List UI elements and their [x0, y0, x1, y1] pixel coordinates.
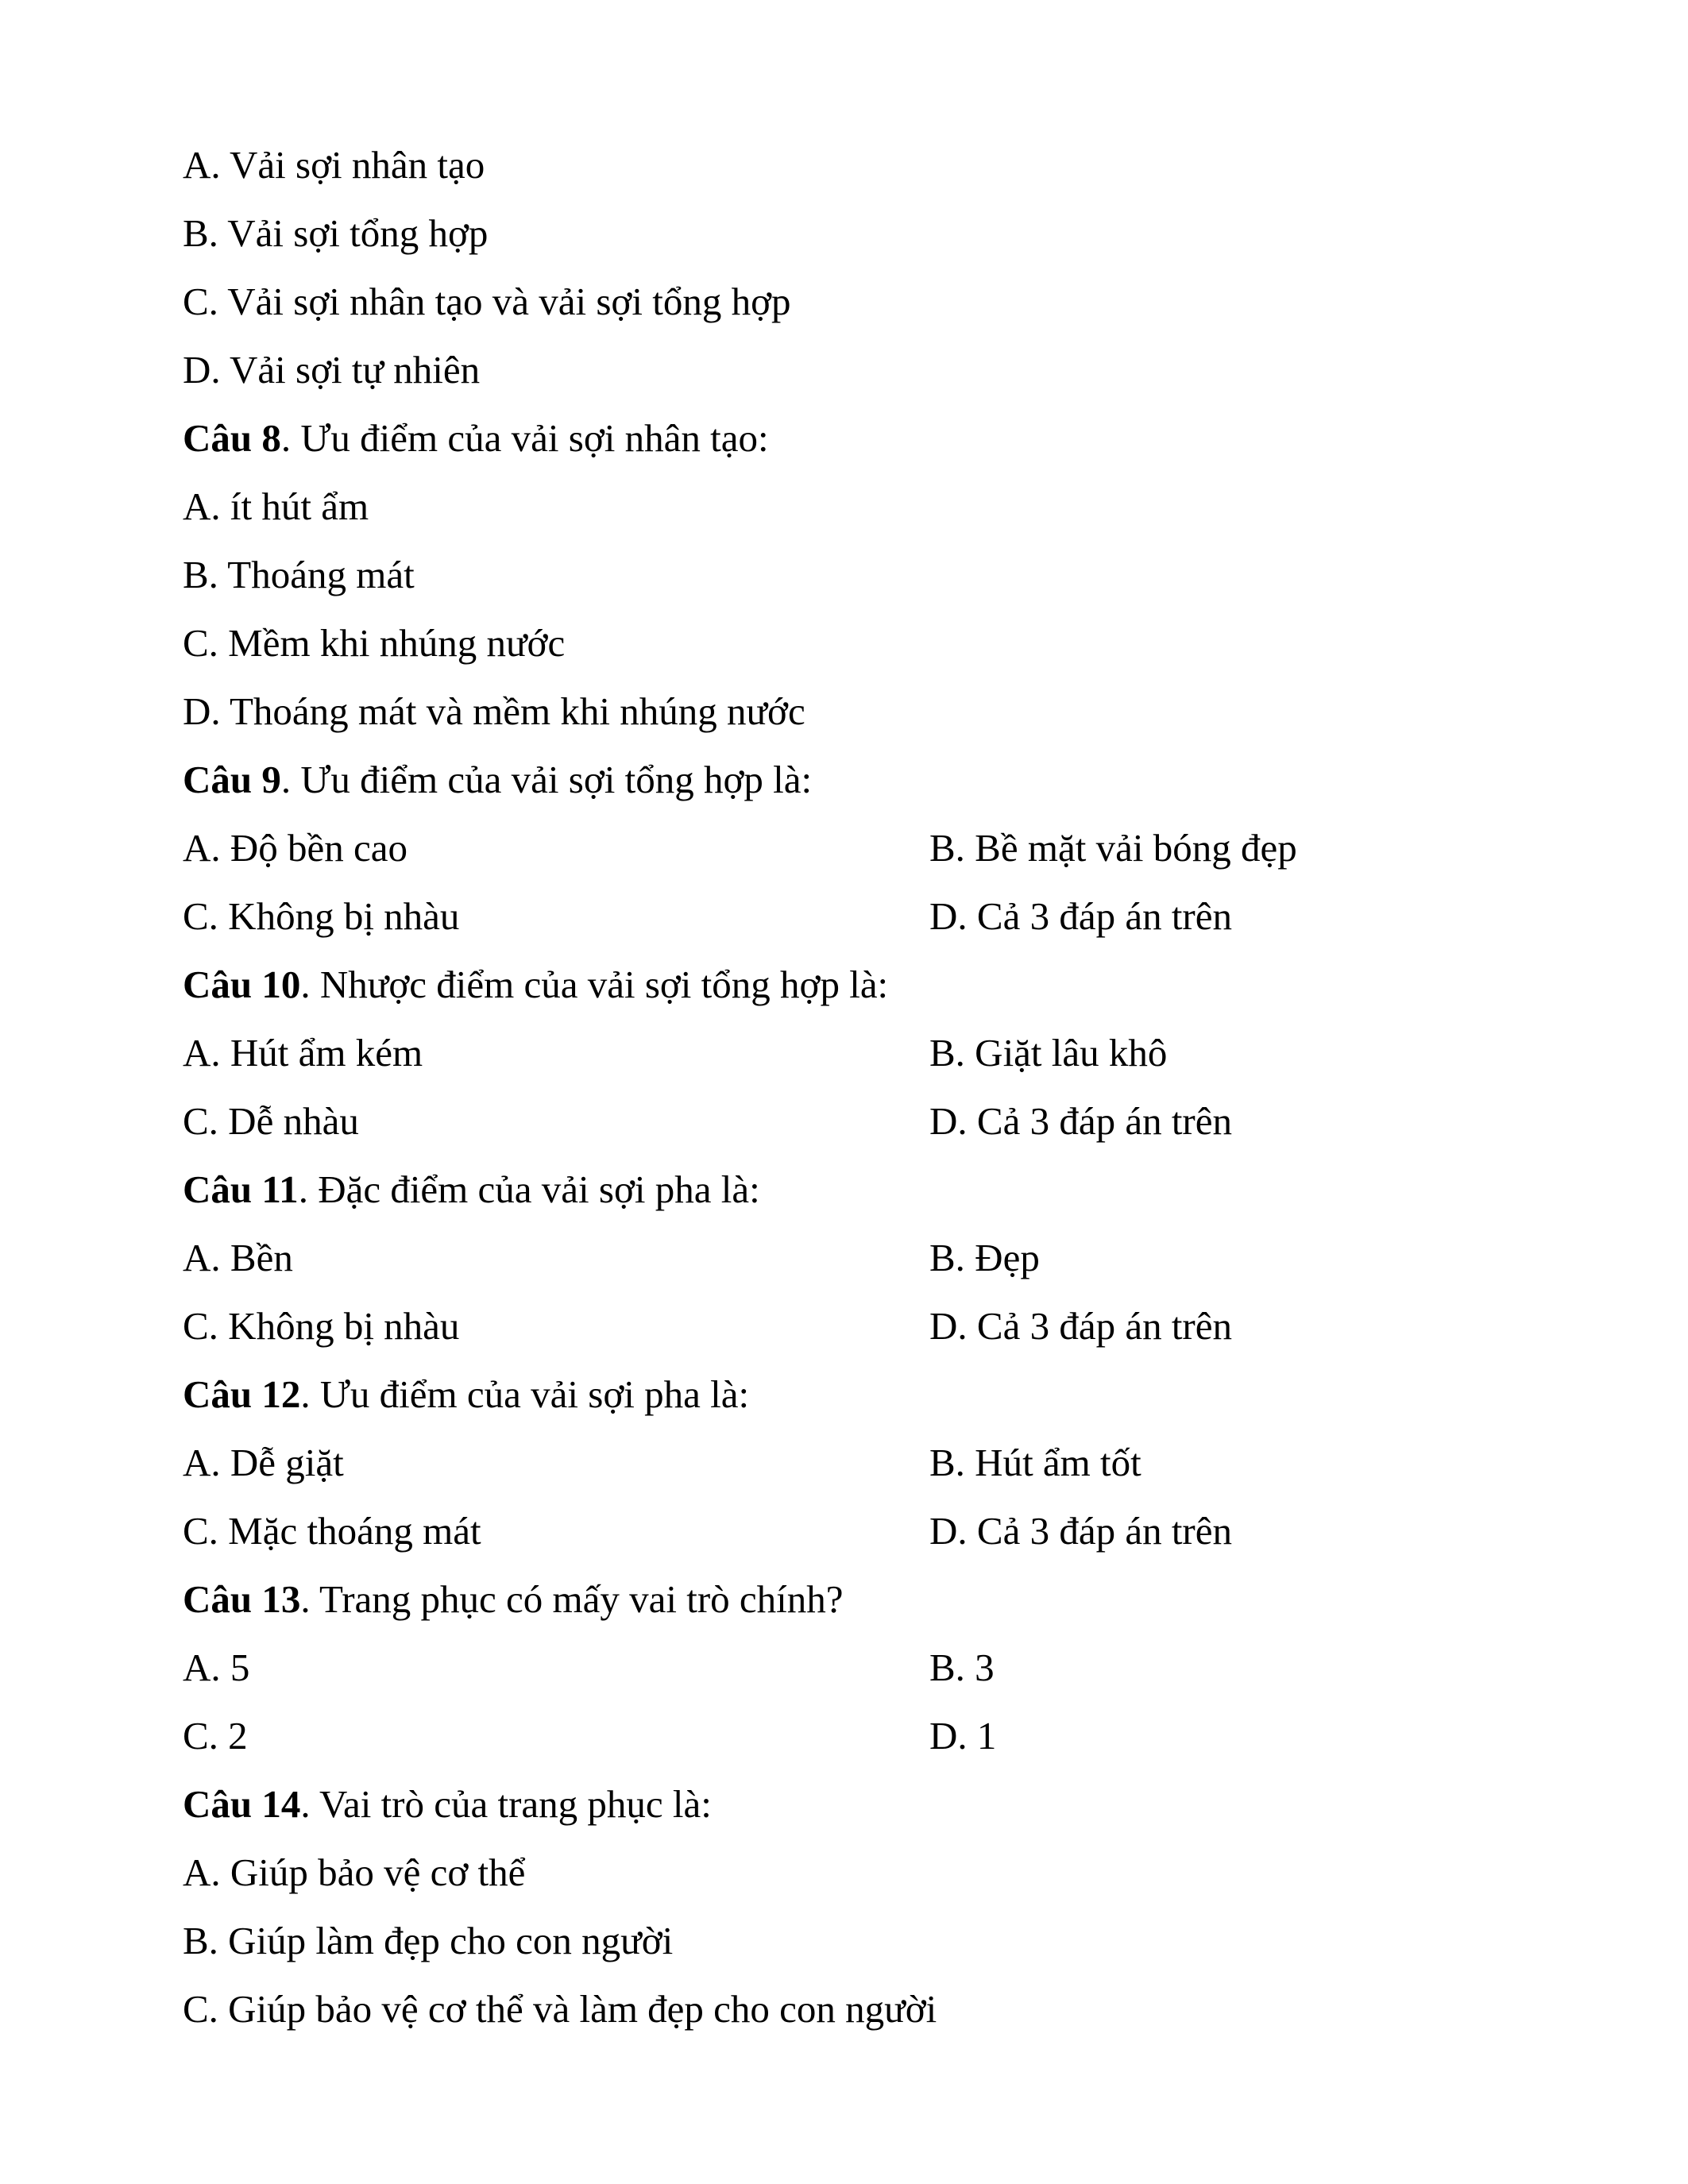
- option-left: A. Độ bền cao: [183, 826, 408, 870]
- option-pair-line: [183, 1292, 1545, 1360]
- question-text: . Trang phục có mấy vai trò chính?: [300, 1577, 844, 1621]
- option-left: C. Không bị nhàu: [183, 1304, 460, 1348]
- question-number: Câu 13: [183, 1577, 301, 1621]
- option-left: A. 5: [183, 1646, 250, 1689]
- question-text: . Ưu điểm của vải sợi tổng hợp là:: [280, 758, 813, 801]
- option-right: B. Đẹp: [929, 1236, 1040, 1279]
- option-line: C. Vải sợi nhân tạo và vải sợi tổng hợp: [183, 280, 791, 323]
- question-number: Câu 10: [183, 963, 301, 1006]
- option-right: D. 1: [929, 1714, 997, 1758]
- option-right: B. 3: [929, 1646, 995, 1689]
- option-line: A. ít hút ẩm: [183, 484, 369, 528]
- option-line: B. Vải sợi tổng hợp: [183, 211, 489, 255]
- option-left: C. 2: [183, 1714, 248, 1758]
- option-left: C. Dễ nhàu: [183, 1099, 359, 1143]
- option-pair-line: [183, 814, 1545, 882]
- question-text: . Nhược điểm của vải sợi tổng hợp là:: [300, 963, 889, 1006]
- option-pair-line: [183, 1429, 1545, 1497]
- option-right: D. Cả 3 đáp án trên: [929, 1099, 1232, 1143]
- option-right: B. Bề mặt vải bóng đẹp: [929, 826, 1297, 870]
- question-number: Câu 14: [183, 1782, 301, 1826]
- question-number: Câu 9: [183, 758, 281, 801]
- question-text: . Ưu điểm của vải sợi nhân tạo:: [280, 416, 769, 460]
- question-line: [183, 1360, 1545, 1429]
- option-line: C. Mềm khi nhúng nước: [183, 621, 566, 665]
- question-line: [183, 1156, 1545, 1224]
- option-line: D. Thoáng mát và mềm khi nhúng nước: [183, 689, 805, 733]
- question-line: [183, 1770, 1545, 1839]
- option-left: A. Bền: [183, 1236, 293, 1279]
- option-line: C. Giúp bảo vệ cơ thể và làm đẹp cho con người: [183, 1987, 937, 2031]
- option-line: A. Giúp bảo vệ cơ thể: [183, 1850, 526, 1894]
- option-line: B. Giúp làm đẹp cho con người: [183, 1919, 674, 1962]
- option-right: D. Cả 3 đáp án trên: [929, 1509, 1232, 1553]
- option-pair-line: [183, 882, 1545, 951]
- quiz-body: [183, 131, 1545, 2043]
- option-left: A. Hút ẩm kém: [183, 1031, 423, 1075]
- option-left: C. Mặc thoáng mát: [183, 1509, 481, 1553]
- option-pair-line: [183, 1087, 1545, 1156]
- question-number: Câu 12: [183, 1372, 301, 1416]
- question-line: [183, 951, 1545, 1019]
- option-pair-line: [183, 1634, 1545, 1702]
- option-left: C. Không bị nhàu: [183, 894, 460, 938]
- option-right: B. Hút ẩm tốt: [929, 1441, 1141, 1484]
- option-right: D. Cả 3 đáp án trên: [929, 894, 1232, 938]
- question-line: [183, 404, 1545, 473]
- option-pair-line: [183, 1019, 1545, 1087]
- option-left: A. Dễ giặt: [183, 1441, 344, 1484]
- option-right: B. Giặt lâu khô: [929, 1031, 1168, 1075]
- question-text: . Đặc điểm của vải sợi pha là:: [298, 1167, 760, 1211]
- question-line: [183, 746, 1545, 814]
- question-number: Câu 8: [183, 416, 281, 460]
- option-line: D. Vải sợi tự nhiên: [183, 348, 481, 392]
- option-pair-line: [183, 1497, 1545, 1565]
- question-line: [183, 1565, 1545, 1634]
- option-pair-line: [183, 1224, 1545, 1292]
- option-pair-line: [183, 1702, 1545, 1770]
- option-line: A. Vải sợi nhân tạo: [183, 143, 485, 187]
- option-right: D. Cả 3 đáp án trên: [929, 1304, 1232, 1348]
- option-line: B. Thoáng mát: [183, 553, 415, 596]
- question-text: . Vai trò của trang phục là:: [300, 1782, 712, 1826]
- question-text: . Ưu điểm của vải sợi pha là:: [300, 1372, 750, 1416]
- question-number: Câu 11: [183, 1167, 299, 1211]
